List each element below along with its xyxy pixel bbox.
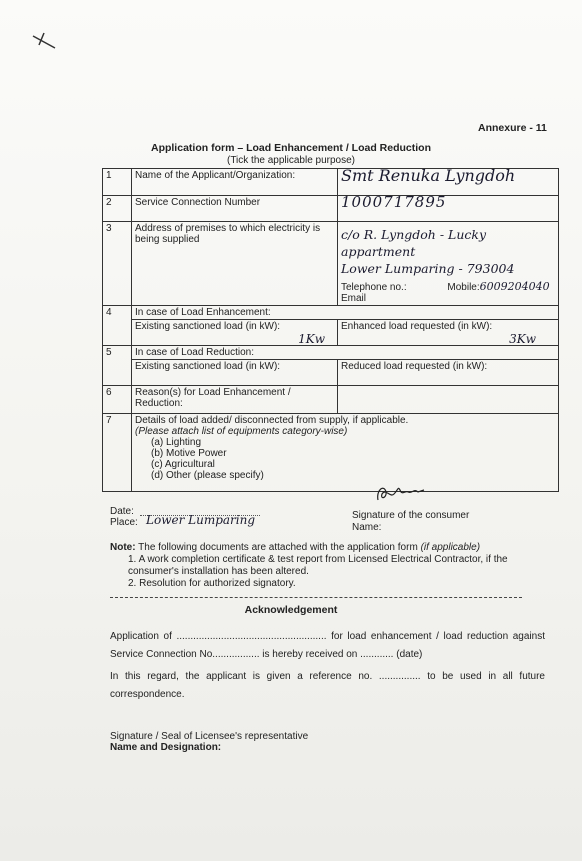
telephone-label: Telephone no.: [341,282,407,293]
address-line-1[interactable]: c/o R. Lyngdoh - Lucky appartment [341,227,487,259]
ack-body [110,628,545,704]
reduced-load-label[interactable]: Reduced load requested (in kW): [338,360,559,386]
note-section [110,542,550,590]
category-agricultural: (c) Agricultural [151,459,215,470]
pen-mark-icon [30,30,60,52]
ack-para-1: Application of ...................................................... for load enhancement / load reduction against Service Connection No................. is hereby received on ............ (date) [110,631,545,660]
row-number: 3 [103,222,132,306]
row-number: 7 [103,414,132,492]
row-number: 4 [103,306,132,346]
details-attach-note: (Please attach list of equipments category-wise) [135,426,348,437]
applicant-label: Name of the Applicant/Organization: [132,169,338,196]
row-number: 2 [103,196,132,222]
existing-load-label: Existing sanctioned load (in kW): [135,321,281,332]
enhanced-load-value[interactable]: 3Kw [509,332,536,346]
date-label: Date: [110,506,134,517]
row-number: 5 [103,346,132,386]
reduction-existing-label[interactable]: Existing sanctioned load (in kW): [132,360,338,386]
category-motive-power: (b) Motive Power [151,448,227,459]
mobile-label: Mobile: [447,282,480,293]
address-label: Address of premises to which electricity is being supplied [132,222,338,306]
form-title: Application form – Load Enhancement / Load Reduction [150,142,432,154]
application-table [102,168,559,492]
address-line-2[interactable]: Lower Lumparing - 793004 [341,261,515,276]
row-address [103,222,559,306]
row-number: 1 [103,169,132,196]
service-connection-label: Service Connection Number [132,196,338,222]
note-item-2: 2. Resolution for authorized signatory. [128,578,296,589]
category-list [135,437,555,481]
reason-field[interactable] [338,386,559,414]
ack-para-2: In this regard, the applicant is given a reference no. ............... to be used in all future correspondence. [110,671,545,700]
row-reduction-header [103,346,559,360]
enhanced-load-label: Enhanced load requested (in kW): [341,321,493,332]
service-connection-value[interactable]: 1000717895 [341,193,447,211]
enhancement-label: In case of Load Enhancement: [132,306,559,320]
category-other: (d) Other (please specify) [151,470,264,481]
note-item-1: 1. A work completion certificate & test report from Licensed Electrical Contractor, if the consumer's installation has been altered. [128,554,508,577]
note-italic: (if applicable) [420,542,481,553]
note-lead: Note: [110,542,136,553]
category-lighting: (a) Lighting [151,437,202,448]
applicant-name-value[interactable]: Smt Renuka Lyngdoh [341,166,516,185]
email-label: Email [341,293,367,304]
ack-title: Acknowledgement [244,604,338,616]
row-details [103,414,559,492]
form-subtitle: (Tick the applicable purpose) [226,155,356,166]
consumer-name-label: Name: [352,522,382,533]
row-enhancement-header [103,306,559,320]
mobile-value[interactable]: 6009204040 [479,280,550,293]
licensee-name-label: Name and Designation: [110,742,222,753]
existing-load-value[interactable]: 1Kw [298,332,325,346]
row-applicant [103,169,559,196]
licensee-signature-label: Signature / Seal of Licensee's representative [110,731,309,742]
reason-label: Reason(s) for Load Enhancement / Reduction: [132,386,338,414]
signature-label: Signature of the consumer [352,510,470,521]
row-enhancement-values [103,320,559,346]
annexure-label: Annexure - 11 [478,122,547,134]
ack-divider [110,597,522,598]
row-reason [103,386,559,414]
row-service-connection [103,196,559,222]
row-number: 6 [103,386,132,414]
reduction-label: In case of Load Reduction: [132,346,559,360]
consumer-signature-icon [372,480,432,510]
place-value[interactable]: Lower Lumparing [146,513,256,527]
place-label: Place: [110,517,138,528]
row-reduction-values [103,360,559,386]
note-text: The following documents are attached with the application form [138,542,418,553]
details-label: Details of load added/ disconnected from supply, if applicable. [135,415,409,426]
